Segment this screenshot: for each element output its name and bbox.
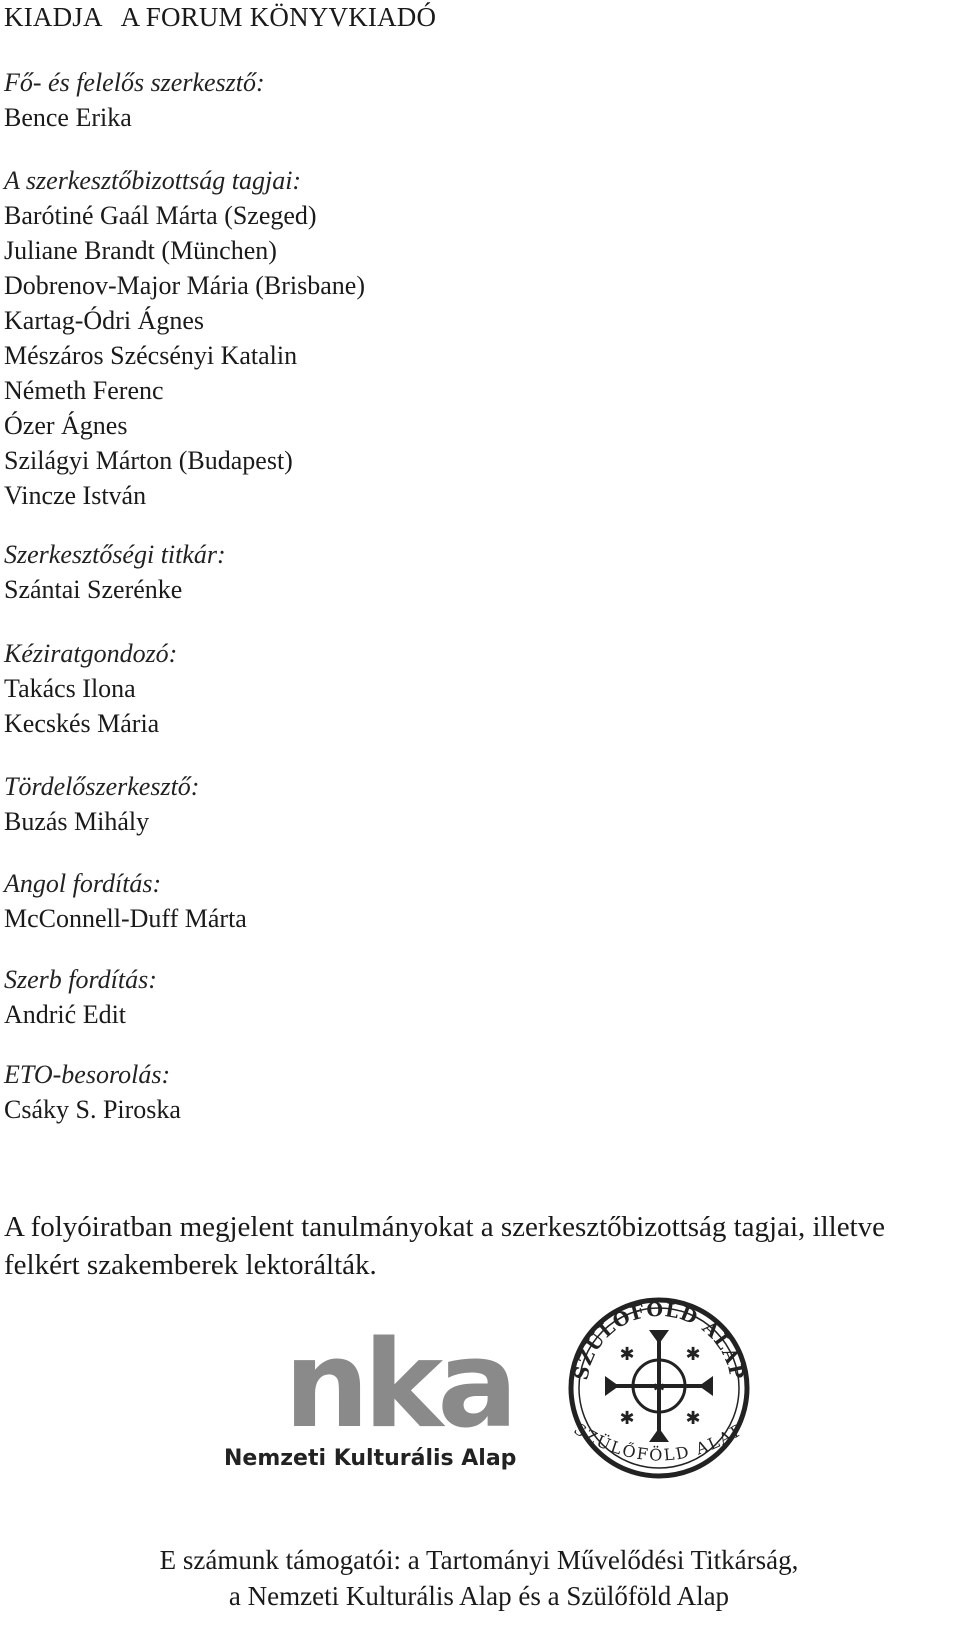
- publisher-header: KIADJA A FORUM KÖNYVKIADÓ: [4, 2, 437, 32]
- eto-section: [4, 1058, 181, 1127]
- svg-text:✱: ✱: [653, 1380, 665, 1396]
- section-label: Szerkesztőségi titkár:: [4, 540, 226, 569]
- manuscript-section: [4, 637, 177, 741]
- layout-section: [4, 770, 199, 839]
- review-note: A folyóiratban megjelent tanulmányokat a szerkesztőbizottság tagjai, illetve felkért szakemberek lektorálták.: [4, 1211, 885, 1281]
- name-line: Kartag-Ódri Ágnes: [4, 306, 204, 335]
- name-line: Barótiné Gaál Márta (Szeged): [4, 201, 317, 230]
- name-line: Juliane Brandt (München): [4, 236, 277, 265]
- section-label: Tördelőszerkesztő:: [4, 772, 200, 801]
- name-line: Bence Erika: [4, 103, 132, 132]
- name-line: Németh Ferenc: [4, 376, 164, 405]
- name-line: McConnell-Duff Márta: [4, 904, 247, 933]
- supporters-footer: [4, 1542, 954, 1614]
- section-label: Szerb fordítás:: [4, 965, 157, 994]
- footer-line: a Nemzeti Kulturális Alap és a Szülőföld Alap: [228, 1581, 730, 1611]
- footer-line: E számunk támogatói: a Tartományi Művelődési Titkárság,: [159, 1545, 799, 1575]
- name-line: Szántai Szerénke: [4, 575, 183, 604]
- szulofold-alap-seal: [559, 1288, 759, 1518]
- section-label: ETO-besorolás:: [4, 1060, 171, 1089]
- name-line: Vincze István: [4, 481, 147, 510]
- name-line: Ózer Ágnes: [4, 411, 128, 440]
- section-label: A szerkesztőbizottság tagjai:: [4, 166, 302, 195]
- editor-section: [4, 66, 265, 135]
- nka-logo-caption: Nemzeti Kulturális Alap: [224, 1446, 517, 1471]
- svg-text:✱: ✱: [619, 1344, 635, 1365]
- name-line: Andrić Edit: [4, 1000, 127, 1029]
- svg-text:✱: ✱: [619, 1408, 635, 1429]
- section-label: Angol fordítás:: [4, 869, 162, 898]
- name-line: Dobrenov-Major Mária (Brisbane): [4, 271, 365, 300]
- seal-bottom-text: SZÜLŐFÖLD ALAP: [570, 1419, 748, 1465]
- secretary-section: [4, 538, 226, 607]
- svg-text:✱: ✱: [685, 1344, 701, 1365]
- name-line: Takács Ilona: [4, 674, 136, 703]
- name-line: Mészáros Szécsényi Katalin: [4, 341, 298, 370]
- name-line: Kecskés Mária: [4, 709, 160, 738]
- seal-emblem-icon: [559, 1288, 759, 1518]
- name-line: Szilágyi Márton (Budapest): [4, 446, 293, 475]
- board-section: [4, 164, 365, 513]
- section-label: Fő- és felelős szerkesztő:: [4, 68, 265, 97]
- section-label: Kéziratgondozó:: [4, 639, 178, 668]
- serbian-translation-section: [4, 963, 157, 1032]
- nka-logo: [224, 1316, 517, 1483]
- english-translation-section: [4, 867, 247, 936]
- seal-top-text: SZÜLŐFÖLD ALAP: [570, 1298, 748, 1382]
- nka-logo-letters: nka: [284, 1316, 513, 1455]
- name-line: Csáky S. Piroska: [4, 1095, 181, 1124]
- sponsor-logos: [4, 1288, 954, 1518]
- name-line: Buzás Mihály: [4, 807, 150, 836]
- svg-text:✱: ✱: [685, 1408, 701, 1429]
